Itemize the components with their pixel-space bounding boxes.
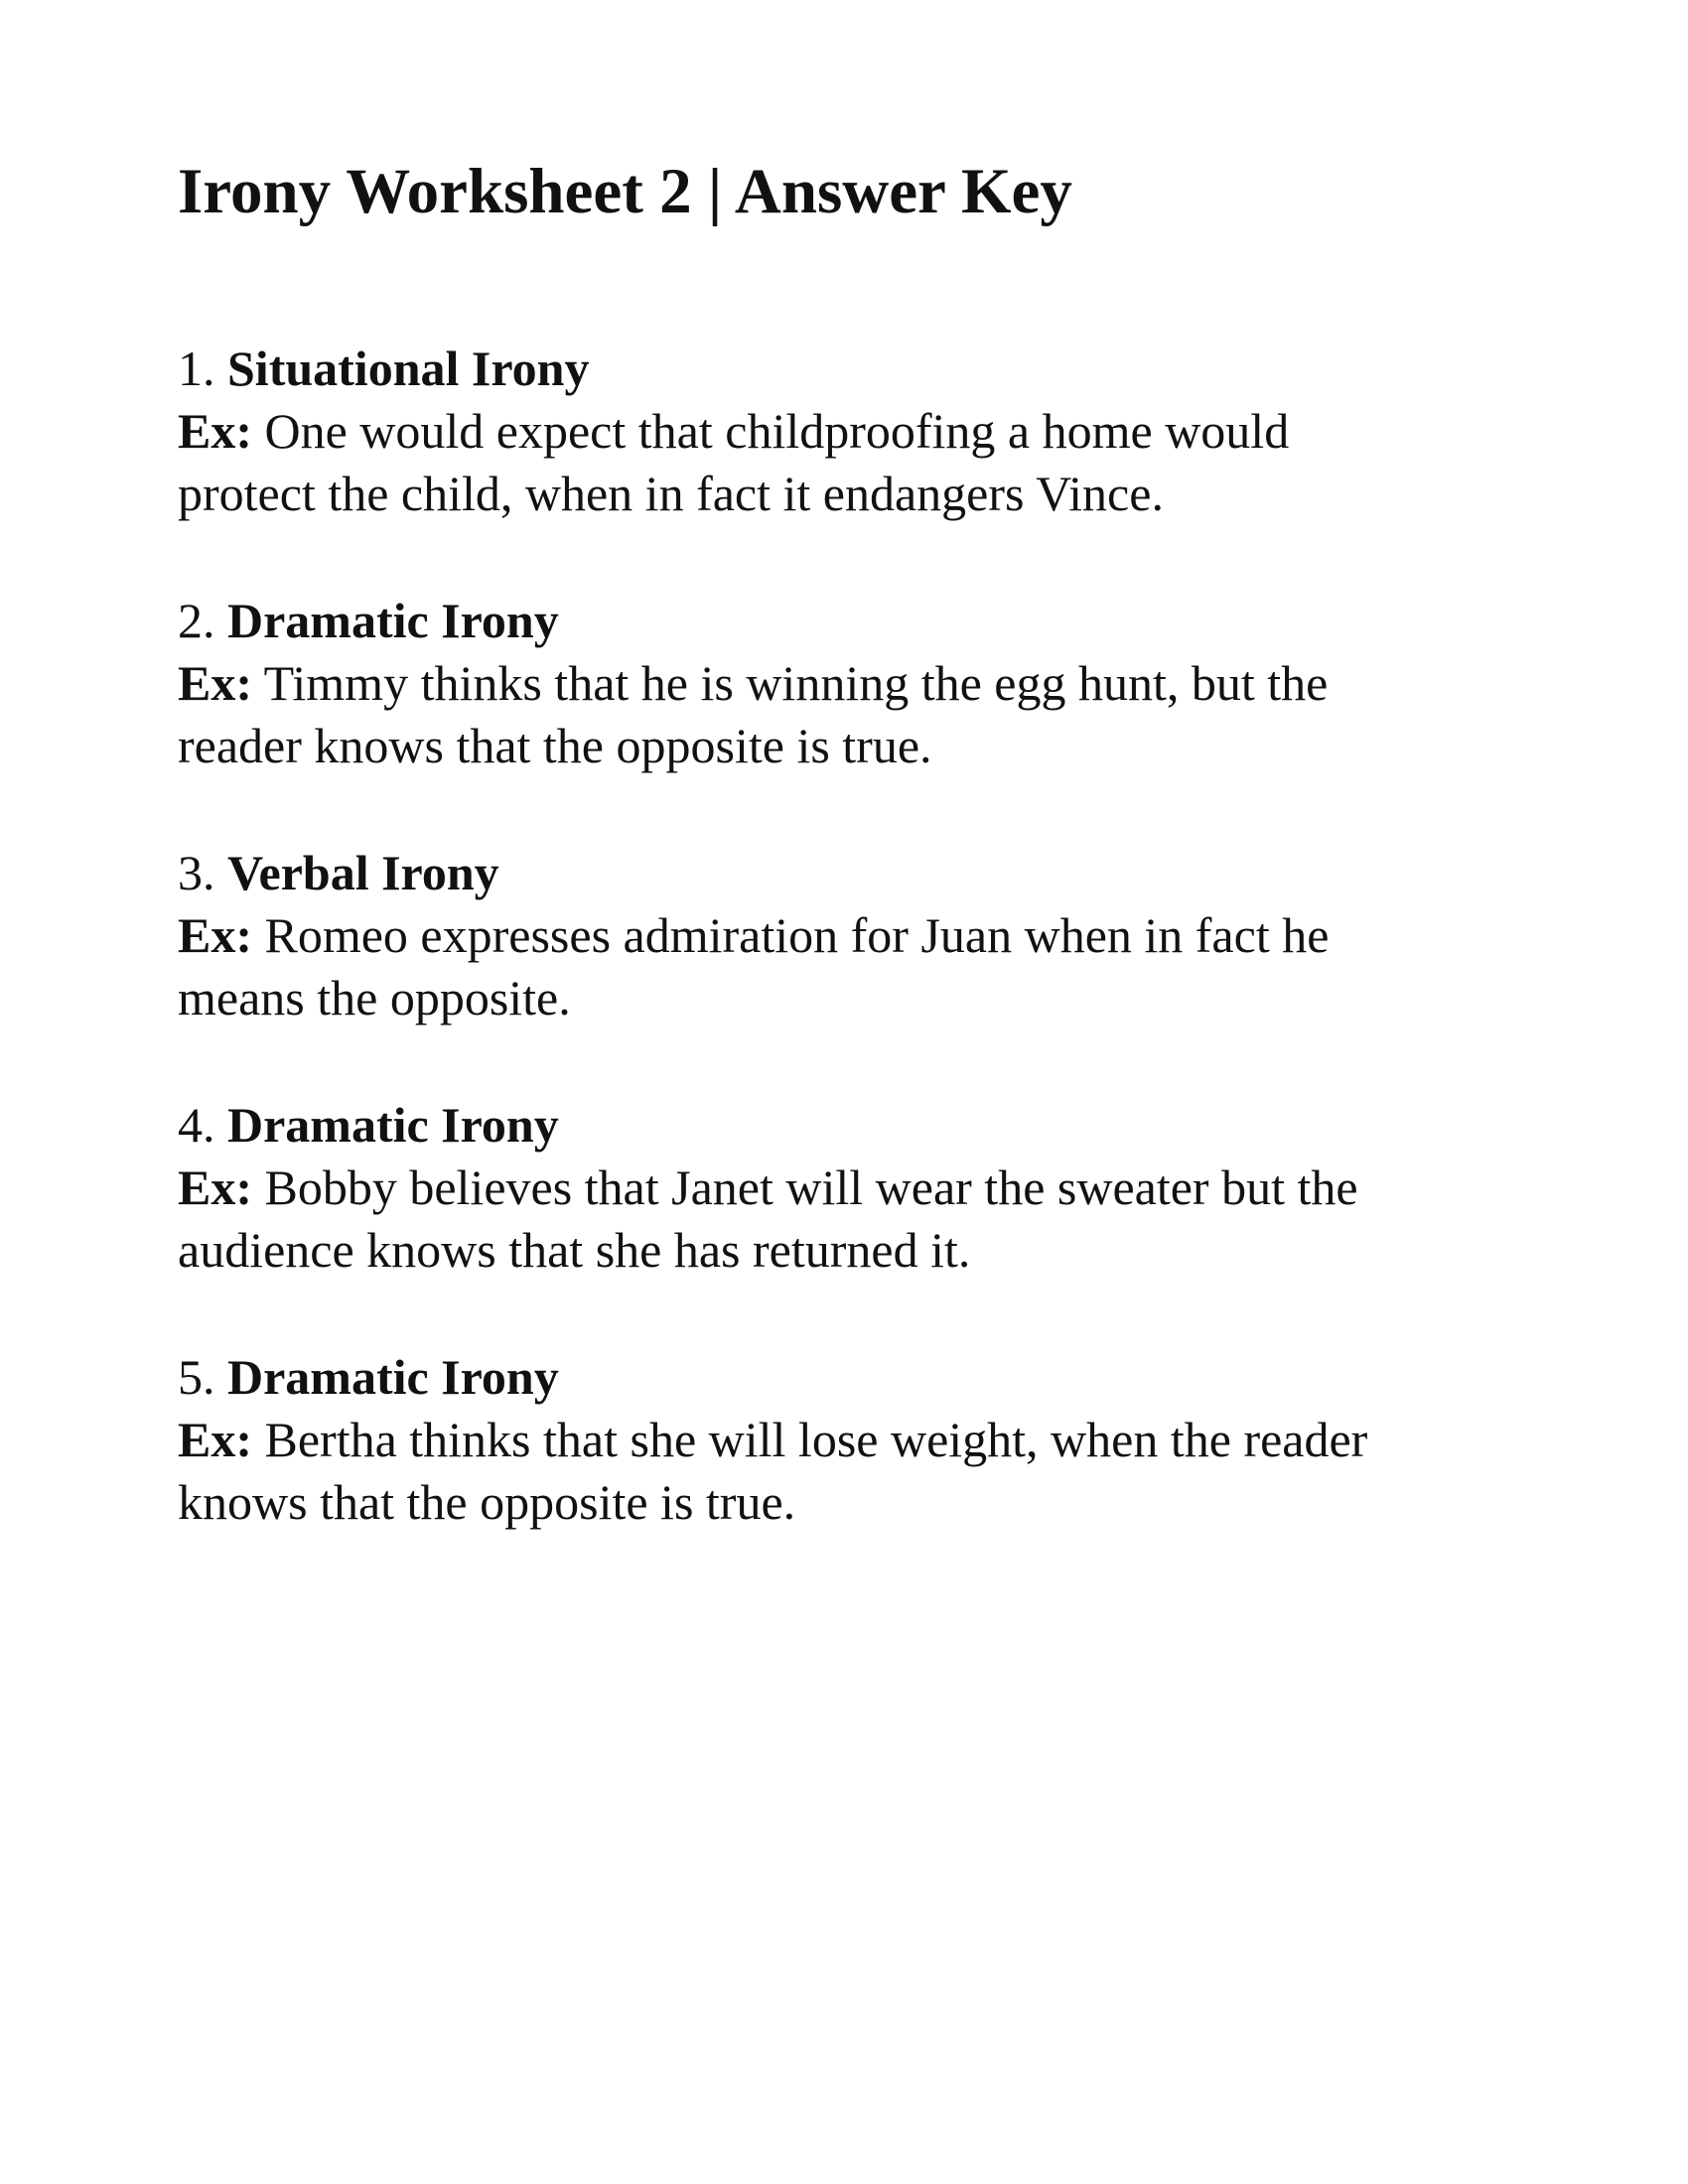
answer-number: 4. bbox=[178, 1097, 215, 1153]
example-text: Bobby believes that Janet will wear the sweater but the bbox=[264, 1160, 1358, 1215]
example-line bbox=[178, 652, 1568, 715]
answer-item-1 bbox=[178, 338, 1568, 590]
example-label: Ex: bbox=[178, 655, 252, 711]
answer-heading bbox=[178, 338, 1568, 400]
example-text: Romeo expresses admiration for Juan when in fact he bbox=[264, 907, 1330, 963]
example-line bbox=[178, 1157, 1568, 1219]
answer-number: 3. bbox=[178, 845, 215, 900]
example-text-continued: reader knows that the opposite is true. bbox=[178, 718, 932, 773]
example-text-continued: knows that the opposite is true. bbox=[178, 1474, 796, 1530]
answer-heading bbox=[178, 1346, 1568, 1409]
example-text: Timmy thinks that he is winning the egg hunt, but the bbox=[263, 655, 1329, 711]
example-text: Bertha thinks that she will lose weight, when the reader bbox=[264, 1412, 1368, 1467]
answer-item-3 bbox=[178, 842, 1568, 1094]
example-label: Ex: bbox=[178, 403, 252, 459]
example-label: Ex: bbox=[178, 1412, 252, 1467]
answer-item-4 bbox=[178, 1094, 1568, 1346]
page-title: Irony Worksheet 2 | Answer Key bbox=[178, 156, 1072, 227]
irony-type: Dramatic Irony bbox=[227, 593, 559, 648]
answer-number: 5. bbox=[178, 1349, 215, 1405]
answer-heading bbox=[178, 842, 1568, 904]
example-label: Ex: bbox=[178, 1160, 252, 1215]
example-line bbox=[178, 400, 1568, 463]
irony-type: Situational Irony bbox=[227, 341, 590, 396]
answer-item-2 bbox=[178, 590, 1568, 842]
example-label: Ex: bbox=[178, 907, 252, 963]
example-line bbox=[178, 1409, 1568, 1471]
answer-number: 2. bbox=[178, 593, 215, 648]
example-line bbox=[178, 904, 1568, 967]
irony-type: Dramatic Irony bbox=[227, 1349, 559, 1405]
answer-item-5 bbox=[178, 1346, 1568, 1598]
example-text-continued: protect the child, when in fact it endangers Vince. bbox=[178, 466, 1164, 521]
irony-type: Dramatic Irony bbox=[227, 1097, 559, 1153]
answer-number: 1. bbox=[178, 341, 215, 396]
answer-heading bbox=[178, 590, 1568, 652]
example-text: One would expect that childproofing a home would bbox=[264, 403, 1290, 459]
irony-type: Verbal Irony bbox=[227, 845, 499, 900]
example-text-continued: means the opposite. bbox=[178, 970, 571, 1025]
answer-heading bbox=[178, 1094, 1568, 1157]
example-text-continued: audience knows that she has returned it. bbox=[178, 1222, 971, 1278]
answer-list bbox=[178, 338, 1568, 1598]
